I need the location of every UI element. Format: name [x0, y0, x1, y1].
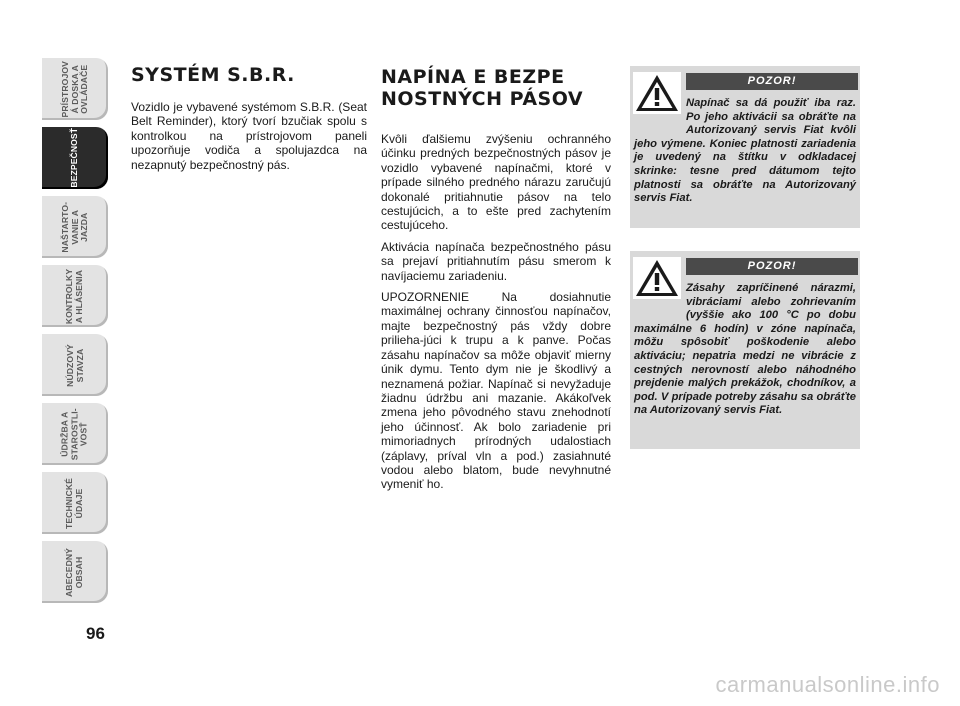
- section-title: [381, 66, 611, 110]
- warning-text-content: Zásahy zapríčinené nárazmi, vibráciami alebo zohrievaním (vyššie ako 100 °C po dobu maximálne 6 hodín) v zóne napínača, môžu spôsobiť poškodenie alebo aktiváciu; nepatria medzi ne vibrácie z cestných nerovností alebo náhodného prejdenie malých prekážok, chodníkov, a pod. V prípade potreby zásahu sa obráťte na Autorizovaný servis Fiat.: [634, 282, 856, 417]
- tab-label: ABECEDNÝ OBSAH: [64, 547, 84, 597]
- warning-title: POZOR!: [686, 73, 858, 90]
- warning-text-content: Napínač sa dá použiť iba raz. Po jeho aktivácii sa obráťte na Autorizovaný servis Fiat kvôli jeho výmene. Koniec platnosti zariadenia je uvedený na štítku v odkladacej skrinke: tesne pred dátumom tejto platnosti sa obráťte na Autorizovaný servis Fiat.: [634, 97, 856, 205]
- tab-instrument-panel[interactable]: [42, 58, 108, 120]
- paragraph: UPOZORNENIE Na dosiahnutie maximálnej ochrany činnosťou napínačov, majte bezpečnostný pás vždy dobre prilieha-júci k trupu a k panve. Počas zásahu napínačov sa môže objaviť mierny únik dymu. Tento dym nie je škodlivý a neznamená požiar. Napínač si nevyžaduje žiadnu údržbu ani mazanie. Akákoľvek zmena jeho pôvodného stavu znehodnotí jeho účinnosť. Ak bolo zariadenie pri mimoriadnych prírodných udalostiach (záplavy, príval vln a pod.) zasiahnuté vodou alebo blatom, bude nevyhnutné vymeniť ho.: [381, 290, 611, 492]
- tab-safety[interactable]: [42, 127, 108, 189]
- title-line: NOSTNÝCH PÁSOV: [381, 88, 584, 110]
- chapter-sidebar: [42, 58, 108, 618]
- warning-title: POZOR!: [686, 258, 858, 275]
- warning-text: [634, 97, 856, 206]
- paragraph: Aktivácia napínača bezpečnostného pásu sa prejaví pritiahnutím pásu smerom k navíjaciemu zariadeniu.: [381, 239, 611, 283]
- tab-label: NAŠTARTO- VANIE A JAZDA: [59, 201, 89, 253]
- tab-label: BEZPEČNOSŤ: [69, 128, 80, 188]
- title-line: NAPÍNA E BEZPE: [381, 66, 565, 88]
- tab-label: TECHNICKÉ ÚDAJE: [64, 477, 84, 529]
- warning-box: [630, 251, 860, 449]
- tab-starting-driving[interactable]: [42, 196, 108, 258]
- tab-maintenance[interactable]: [42, 403, 108, 465]
- tab-label: NÚDZOVÝ STAVZA: [64, 343, 84, 387]
- page-number: 96: [86, 624, 105, 643]
- watermark: carmanualsonline.info: [715, 672, 940, 697]
- tab-emergency[interactable]: [42, 334, 108, 396]
- warning-text: [634, 282, 856, 418]
- section-sbr: [131, 64, 367, 180]
- tab-technical-data[interactable]: [42, 472, 108, 534]
- tab-label: ÚDRŽBA A STAROSTLI- VOSŤ: [59, 408, 89, 460]
- paragraph: Kvôli ďalšiemu zvýšeniu ochranného účinku predných bezpečnostných pásov je vozidlo vybavené napínačmi, ktoré v prípade silného predného nárazu zaručujú dokonalé pritiahnutie pásov na telo cestujúcich, a to ešte pred zachytením cestujúceho.: [381, 132, 611, 233]
- tab-label: KONTROLKY A HLÁSENIA: [64, 268, 84, 324]
- tab-index[interactable]: [42, 541, 108, 603]
- paragraph: Vozidlo je vybavené systémom S.B.R. (Seat Belt Reminder), ktorý tvorí bzučiak spolu s kontrolkou na prístrojovom paneli upozorňuje vodiča a spolujazdca na nezapnutý bezpečnostný pás.: [131, 100, 367, 172]
- warning-box: [630, 66, 860, 228]
- tab-warning-lights[interactable]: [42, 265, 108, 327]
- section-title: SYSTÉM S.B.R.: [131, 64, 295, 86]
- section-pretensioners: [381, 66, 611, 499]
- tab-label: PRÍSTROJOV Á DOSKA A OVLÁDAČE: [59, 60, 89, 118]
